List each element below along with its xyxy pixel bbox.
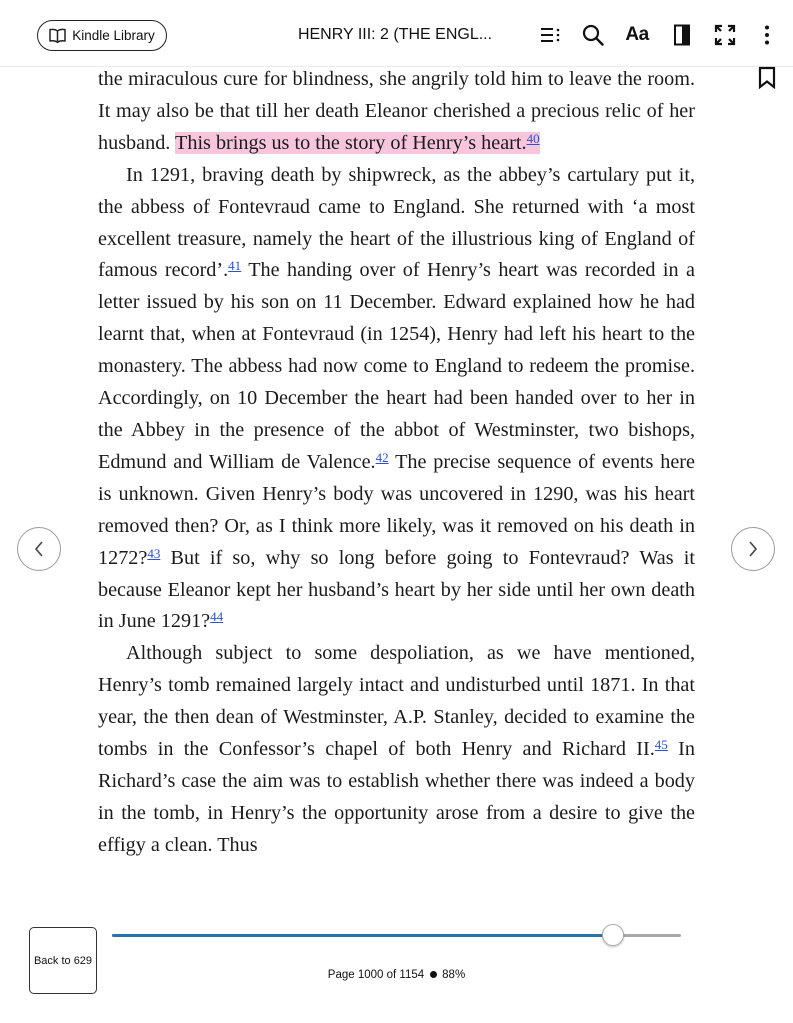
more-icon[interactable] xyxy=(754,22,780,48)
book-open-icon xyxy=(49,28,66,43)
footnote-link-42[interactable]: 42 xyxy=(375,449,389,465)
footnote-link-44[interactable]: 44 xyxy=(210,609,224,625)
footnote-link-40[interactable]: 40 xyxy=(526,130,540,146)
highlighted-text[interactable] xyxy=(175,132,540,154)
footnote-link-43[interactable]: 43 xyxy=(147,545,161,561)
page-number-label: Page 1000 of 1154 xyxy=(327,969,425,981)
paragraph-text: In 1291, braving death by shipwreck, as the abbey’s cartulary put it, the abbess of Fontevraud came to England. She returned with ‘a most excellent treasure, namely the heart of the illustrious king of England of famous record’. xyxy=(98,163,695,282)
paragraph xyxy=(98,64,695,160)
paragraph xyxy=(98,160,695,639)
page-location xyxy=(300,969,493,981)
footnote-link-45[interactable]: 45 xyxy=(654,737,668,753)
paragraph-text: The handing over of Henry’s heart was recorded in a letter issued by his son on 11 December. Edward explained how he had learnt that, when at Fontevraud (in 1254), Henry had left his heart to the monastery. The abbess had now come to England to redeem the promise. Accordingly, on 10 December the heart had been handed over to her in the Abbey in the presence of the abbot of Westminster, two bishops, Edmund and William de Valence. xyxy=(98,259,695,473)
search-icon[interactable] xyxy=(580,22,606,48)
paragraph-text: Although subject to some despoliation, as we have mentioned, Henry’s tomb remained largely intact and undisturbed until 1871. In that year, the then dean of Westminster, A.P. Stanley, decided to examine the tombs in the Confessor’s chapel of both Henry and Richard II. xyxy=(98,642,695,761)
kindle-library-label: Kindle Library xyxy=(72,28,155,43)
font-settings-label: Aa xyxy=(625,24,649,45)
bookmark-icon[interactable] xyxy=(757,66,777,90)
page-content xyxy=(98,64,695,862)
progress-thumb[interactable] xyxy=(602,924,624,946)
reading-mode-icon[interactable] xyxy=(669,22,695,48)
top-toolbar xyxy=(0,0,793,67)
chevron-right-icon xyxy=(746,539,760,559)
progress-fill xyxy=(112,934,613,937)
contents-icon[interactable] xyxy=(537,22,563,48)
kindle-library-button[interactable] xyxy=(37,20,167,51)
footnote-link-41[interactable]: 41 xyxy=(228,258,242,274)
separator-dot xyxy=(430,971,437,978)
font-settings-icon[interactable] xyxy=(624,22,650,48)
back-to-page-label: Back to 629 xyxy=(33,954,93,967)
paragraph-text: But if so, why so long before going to Fontevraud? Was it because Eleanor kept her husband’s heart by her side until her own death in June 1291? xyxy=(98,546,695,633)
fullscreen-icon[interactable] xyxy=(712,22,738,48)
progress-slider[interactable] xyxy=(112,934,681,937)
chevron-left-icon xyxy=(32,539,46,559)
paragraph-text: In Richard’s case the aim was to establish whether there was indeed a body in the tomb, in Henry’s the opportunity arose from a desire to give the effigy a clean. Thus xyxy=(98,738,695,856)
paragraph xyxy=(98,638,695,861)
previous-page-button[interactable] xyxy=(17,527,61,571)
book-title: HENRY III: 2 (THE ENGL... xyxy=(297,26,493,43)
back-to-page-button[interactable] xyxy=(29,927,97,994)
paragraph-text: the miraculous cure for blindness, she angrily told him to leave the room. It may also be that till her death Eleanor cherished a precious relic of her husband. xyxy=(98,68,695,154)
next-page-button[interactable] xyxy=(731,527,775,571)
highlighted-text-content: This brings us to the story of Henry’s heart. xyxy=(175,131,527,154)
percent-label: 88% xyxy=(442,969,466,981)
paragraph-text: The precise sequence of events here is unknown. Given Henry’s body was uncovered in 1290, was his heart removed then? Or, as I think more likely, was it removed on his death in 1272? xyxy=(98,450,695,569)
